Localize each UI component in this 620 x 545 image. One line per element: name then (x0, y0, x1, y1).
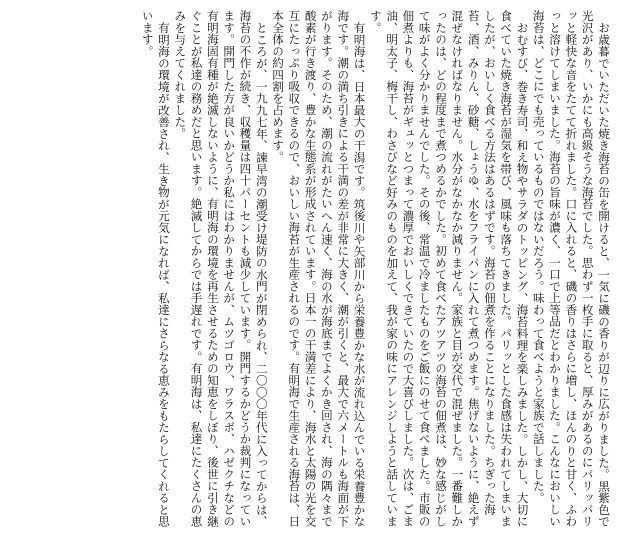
paragraph-5: 有明海の環境が改善され、生き物が元気になれば、私達にさらなる恵みをもたらしてくれると思います。 (140, 10, 171, 527)
paragraph-3: 有明海は、日本最大の干潟です。筑後川や矢部川から栄養豊かな水が流れ込んでいる栄養豊かな海です。潮の満ち引きによる干満の差が非常に大きく、潮が引くと、最大で六メートルも海面が下がります。そのため、潮の流れがたいへん速く、海の水が海底までよくかき回され、海の隅々まで酸素が行き渡り、豊かな生態系が形成されています。日本一の干満差により、海水と太陽の光を交互にたっぷり吸収できるので、おいしい海苔が生産されるのです。有明海で生産される海苔は、日本全体の約四割を占めます。 (271, 10, 367, 527)
vertical-text-body (8, 10, 612, 537)
paragraph-4: ところが、一九九七年、諫早湾の潮受け堤防の水門が閉められ、二〇〇〇年代に入ってからは、海苔の不作が続き、収穫量は四十パーセントも減少しています。開門するかどうか裁判になっています。開門した方が良いかどうか私にはわかりませんが、ムツゴロウ、ワラスボ、ハゼクチなどの有明海固有種が絶滅しないように、有明海の環境を再生させるための知恵をしぼり、後世に引き継ぐことが私達の務めだと思います。絶滅してからでは手遅れです。有明海は、私達にたくさんの恵みを与えてくれました。 (173, 10, 269, 527)
paragraph-1: お歳暮でいただいた焼き海苔の缶を開けると、一気に磯の香りが辺りに広がりました。黒紫色で光沢があり、いかにも高級そうな海苔でした。思わず一枚手に取ると、厚みがあるのにパリッパリッと軽快な音をたてて折れました。口に入れると、磯の香りはさらに増し、ほんのりと甘く、ふわっと溶けてしまいました。海苔の旨味が濃く、一口で上等品だとわかりました。こんなにおいしい海苔は、どこにでも売っているものではないだろう。味わって食べようと家族で話しました。 (531, 10, 611, 527)
paragraph-2: おむすび、巻き寿司、和え物やサラダのトッピング、海苔料理を楽しみました。しかし、大切に食べていた焼き海苔が湿気を帯び、風味も落ちてきました。パリッとした食感は失われてしまいましたが、おいしく食べる方法はあるはずです。海苔の佃煮を作ることになりました。ちぎった海苔、酒、みりん、砂糖、しょうゆ、水をフライパンに入れて煮つめます。焦げないように、絶えず混ぜなければなりません。水分がなかなか減りません。家族と目が交代で混ぜました。一番難しかったのは、どの程度まで煮つめるかでした。初めて食べたアツアツの海苔の佃煮は、妙な感じがして味がよく分かりませんでした。その後、常温で冷ましたものをご飯にのせて食べました。市販の佃煮よりも、海苔がギュッとつまって濃厚でおいしくできていたので大喜びしました。次は、ごま油、明太子、梅干し、わさびなど好みのものを加えて、我が家の味にアレンジしようと話しています。 (368, 10, 530, 527)
